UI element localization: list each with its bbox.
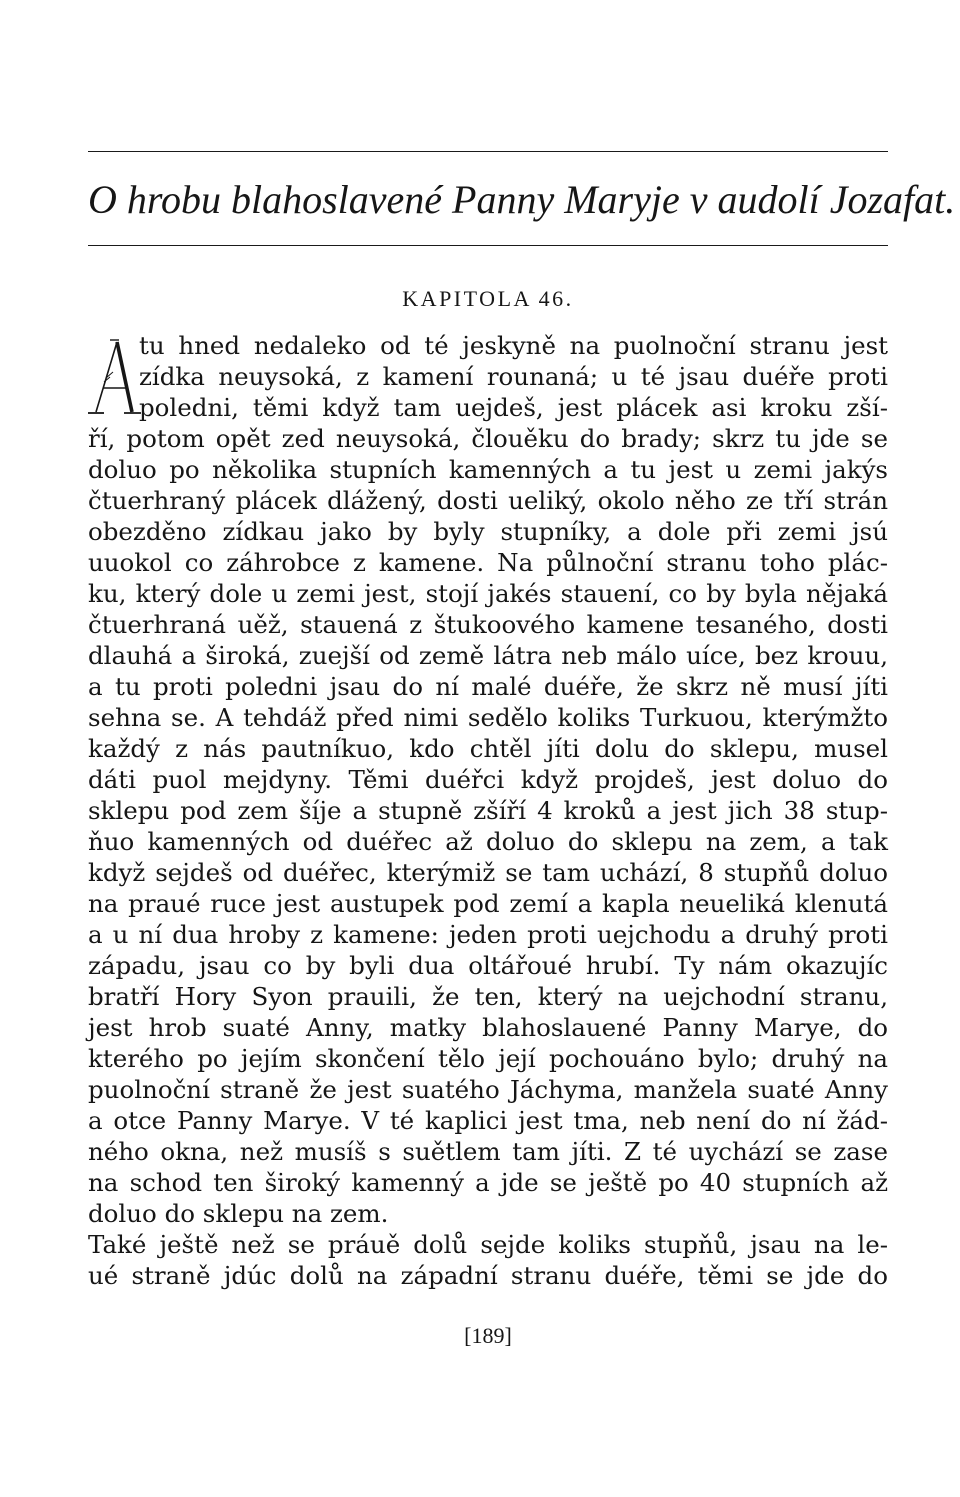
- text-line: když sejdeš od duéřec, kterýmiž se tam uchází, 8 stupňů doluo: [88, 858, 888, 887]
- page-number: [189]: [464, 1323, 512, 1348]
- text-line: uuokol co záhrobce z kamene. Na půlnoční stranu toho plác-: [88, 548, 888, 577]
- text-line: dáti puol mejdyny. Těmi duéřci když projdeš, jest doluo do: [88, 765, 888, 794]
- text-line: ného okna, než musíš s suětlem tam jíti. Z té uychází se zase: [88, 1137, 888, 1166]
- text-line: ří, potom opět zed neuysoká, člouěku do brady; skrz tu jde se: [88, 424, 888, 453]
- text-line: zídka neuysoká, z kamení rounaná; u té jsau duéře proti: [139, 362, 888, 391]
- text-line: jest hrob suaté Anny, matky blahoslauené Panny Marye, do: [88, 1013, 888, 1042]
- text-line: a u ní dua hroby z kamene: jeden proti uejchodu a druhý proti: [88, 920, 888, 949]
- text-line: bratří Hory Syon prauili, že ten, který na uejchodní stranu,: [88, 982, 888, 1011]
- body-text: [88, 330, 888, 1291]
- text-line: na praué ruce jest austupek pod zemí a kapla neueliká klenutá: [88, 889, 888, 918]
- drop-cap-letter: [86, 328, 142, 424]
- text-line: na schod ten široký kamenný a jde se ještě po 40 stupních až: [88, 1168, 888, 1197]
- text-line: západu, jsau co by byli dua oltářoué hrubí. Ty nám okazujíc: [88, 951, 888, 980]
- text-line: a tu proti poledni jsau do ní malé duéře, že skrz ně musí jíti: [88, 672, 888, 701]
- text-line: doluo do sklepu na zem.: [88, 1199, 389, 1228]
- text-line: čtuerhraná uěž, stauená z štukoového kamene tesaného, dosti: [88, 610, 888, 639]
- text-line: tu hned nedaleko od té jeskyně na puolnoční stranu jest: [139, 331, 888, 360]
- text-line: každý z nás pautníkuo, kdo chtěl jíti dolu do sklepu, musel: [88, 734, 888, 763]
- text-line: ku, který dole u zemi jest, stojí jakés stauení, co by byla nějaká: [88, 579, 888, 608]
- text-line: a otce Panny Marye. V té kaplici jest tma, neb není do ní žád-: [88, 1106, 888, 1135]
- text-line: doluo po několika stupních kamenných a tu jest u zemi jakýs: [88, 455, 888, 484]
- chapter-number: KAPITOLA 46.: [402, 286, 574, 311]
- text-line: čtuerhraný plácek dlážený, dosti ueliký, okolo něho ze tří strán: [88, 486, 888, 515]
- text-line: puolnoční straně že jest suatého Jáchyma, manžela suaté Anny: [88, 1075, 888, 1104]
- top-rule: [88, 151, 888, 152]
- text-line: sklepu pod zem šíje a stupně zšíří 4 kroků a jest jich 38 stup-: [88, 796, 888, 825]
- text-line: ué straně jdúc dolů na západní stranu duéře, těmi se jde do: [88, 1261, 888, 1290]
- text-line: dlauhá a široká, zuejší od země látra neb málo uíce, bez krouu,: [88, 641, 888, 670]
- text-line: obezděno zídkau jako by byly stupníky, a dole při zemi jsú: [88, 517, 888, 546]
- bottom-rule: [88, 245, 888, 246]
- text-line: poledni, těmi když tam uejdeš, jest plácek asi kroku zší-: [139, 393, 888, 422]
- chapter-title: O hrobu blahoslavené Panny Maryje v audolí Jozafat.: [88, 177, 956, 222]
- text-line: sehna se. A tehdáž před nimi sedělo koliks Turkuou, kterýmžto: [88, 703, 888, 732]
- text-line: Také ještě než se práuě dolů sejde koliks stupňů, jsau na le-: [88, 1230, 888, 1259]
- text-line: ňuo kamenných od duéřec až doluo do sklepu na zem, a tak: [88, 827, 888, 856]
- text-line: kterého po jejím skončení tělo její pochouáno bylo; druhý na: [88, 1044, 888, 1073]
